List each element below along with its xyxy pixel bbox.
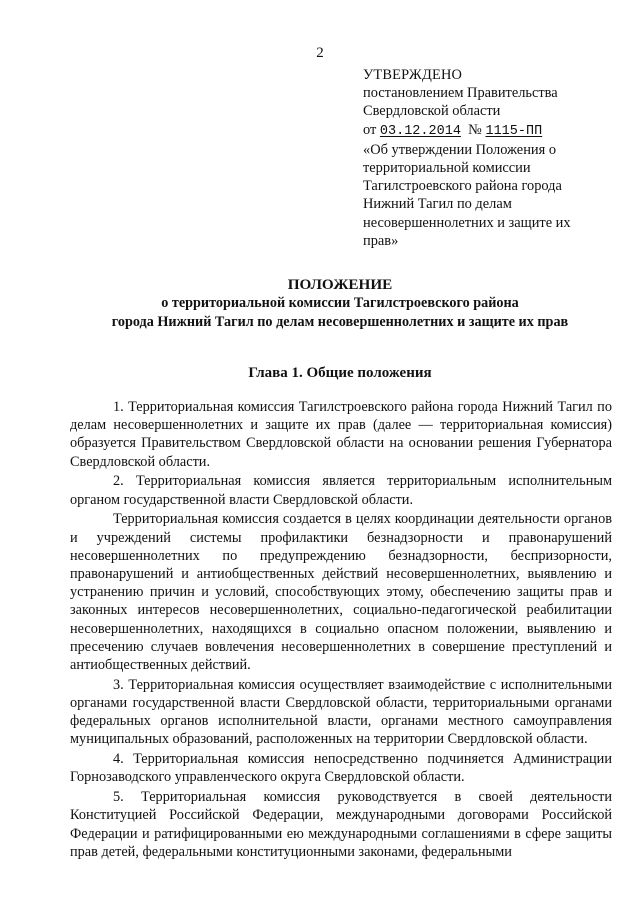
paragraph-4: 3. Территориальная комиссия осуществляет взаимодействие с исполнительными органами государственной власти Свердловской области, территориальными органами федеральных органов исполнительной власти, органами местного самоуправления муниципальных образований, расположенных на территории Свердловской области. [70,676,612,748]
approval-date: 03.12.2014 [379,123,461,139]
page-number: 2 [316,45,324,61]
chapter-heading: Глава 1. Общие положения [248,365,432,381]
approval-line-1: постановлением Правительства [363,85,558,102]
number-prefix: № [468,121,482,138]
approval-line-7: Нижний Тагил по делам [363,196,512,213]
title-main: ПОЛОЖЕНИЕ [287,276,393,293]
title-line-2: города Нижний Тагил по делам несовершеннолетних и защите их прав [111,314,569,330]
date-prefix: от [363,121,377,138]
approval-line-5: территориальной комиссии [363,160,531,177]
approval-line-9: прав» [363,232,399,249]
approval-number: 1115-ПП [485,123,543,139]
title-line-1: о территориальной комиссии Тагилстроевского района [161,295,519,311]
approval-line-2: Свердловской области [363,103,501,120]
approval-line-6: Тагилстроевского района города [363,178,562,195]
paragraph-2: 2. Территориальная комиссия является территориальным исполнительным органом государственной власти Свердловской области. [70,473,612,508]
document-title [40,276,640,332]
approval-heading: УТВЕРЖДЕНО [363,67,463,83]
approval-date-line [363,121,613,141]
approval-line-4: «Об утверждении Положения о [363,141,557,158]
approval-stamp [363,66,613,250]
approval-line-8: несовершеннолетних и защите их [363,214,571,231]
paragraph-3: Территориальная комиссия создается в целях координации деятельности органов и учреждений системы профилактики безнадзорности и правонарушений несовершеннолетних по предупреждению безнадзорности, беспризорности, правонарушений и антиобщественных действий несовершеннолетних, выявлению и устранению причин и условий, способствующих этому, обеспечению защиты прав и законных интересов несовершеннолетних, социально-педагогической реабилитации несовершеннолетних, находящихся в социально опасном положении, выявлению и пресечению случаев вовлечения несовершеннолетних в совершение преступлений и антиобщественных действий. [70,511,612,674]
document-body [70,398,612,863]
paragraph-6: 5. Территориальная комиссия руководствуется в своей деятельности Конституцией Российской Федерации, международными договорами Российской Федерации и ратифицированными ею международными соглашениями в сфере защиты прав детей, федеральными конституционными законами, федеральными [70,789,612,860]
paragraph-1: 1. Территориальная комиссия Тагилстроевского района города Нижний Тагил по делам несовершеннолетних и защите их прав (далее — территориальная комиссия) образуется Правительством Свердловской области на основании решения Губернатора Свердловской области. [70,399,612,470]
paragraph-5: 4. Территориальная комиссия непосредственно подчиняется Администрации Горнозаводского управленческого округа Свердловской области. [70,751,612,786]
